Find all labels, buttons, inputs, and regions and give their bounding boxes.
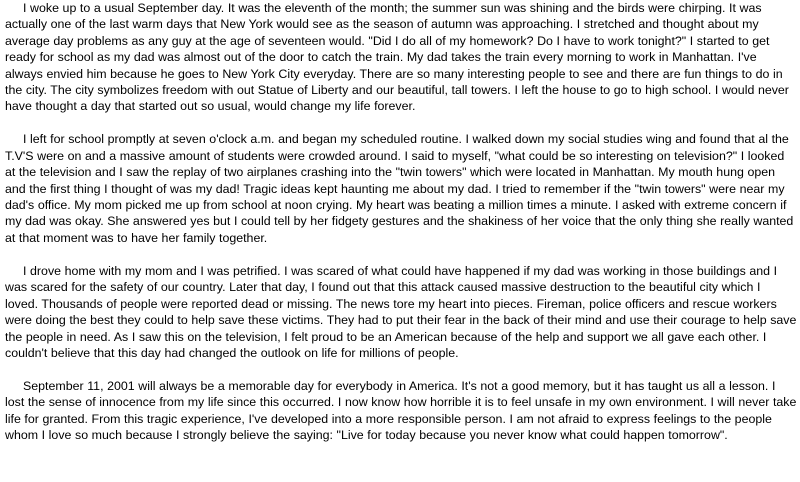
- paragraph-drive-home: I drove home with my mom and I was petrified. I was scared of what could have happened if my dad was working in those buildings and I was scared for the safety of our country. Later that day, I found out that this attack caused massive destruction to the beautiful city which I loved. Thousands of people were reported dead or missing. The news tore my heart into pieces. Fireman, police officers and rescue workers were doing the best they could to help save these victims. They had to put their fear in the back of their mind and use their courage to help save the people in need. As I saw this on the television, I felt proud to be an American because of the help and support we all gave each other. I couldn't believe that this day had changed the outlook on life for millions of people.: [5, 263, 797, 360]
- paragraph-school-news: I left for school promptly at seven o'clock a.m. and began my scheduled routine. I walked down my social studies wing and found that al the T.V'S were on and a massive amount of students were crowded around. I said to myself, "what could be so interesting on television?" I looked at the television and I saw the replay of two airplanes crashing into the "twin towers" which were located in Manhattan. My mouth hung open and the first thing I thought of was my dad! Tragic ideas kept haunting me about my dad. I tried to remember if the "twin towers" were near my dad's office. My mom picked me up from school at noon crying. My heart was beating a million times a minute. I asked with extreme concern if my dad was okay. She answered yes but I could tell by her fidgety gestures and the shakiness of her voice that the only thing she really wanted at that moment was to have her family together.: [5, 132, 794, 245]
- paragraph-reflection: September 11, 2001 will always be a memorable day for everybody in America. It's not a good memory, but it has taught us all a lesson. I lost the sense of innocence from my life since this occurred. I now know how horrible it is to feel unsafe in my own environment. I will never take life for granted. From this tragic experience, I've developed into a more responsible person. I am not afraid to express feelings to the people whom I love so much because I strongly believe the saying: "Live for today because you never know what could happen tomorrow".: [5, 378, 797, 443]
- paragraph-september-morning: I woke up to a usual September day. It was the eleventh of the month; the summer sun was shining and the birds were chirping. It was actually one of the last warm days that New York would see as the season of autumn was approaching. I stretched and thought about my average day problems as any guy at the age of seventeen would. "Did I do all of my homework? Do I have to work tonight?" I started to get ready for school as my dad was almost out of the door to catch the train. My dad takes the train every morning to work in Manhattan. I've always envied him because he goes to New York City everyday. There are so many interesting people to see and there are fun things to do in the city. The city symbolizes freedom with out Statue of Liberty and our beautiful, tall towers. I left the house to go to high school. I would never have thought a day that started out so usual, would change my life forever.: [5, 1, 789, 114]
- essay-document: [5, 0, 797, 444]
